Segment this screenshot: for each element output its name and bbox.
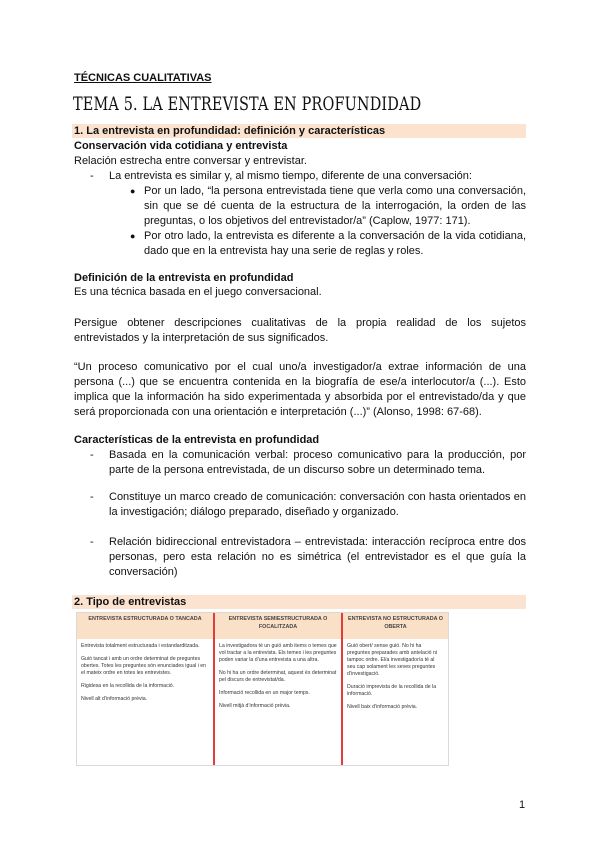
column-body bbox=[219, 643, 337, 716]
list-item: Nivell mitjà d’informació prèvia. bbox=[219, 703, 291, 709]
dash-marker: - bbox=[90, 491, 94, 503]
dash-marker: - bbox=[90, 170, 94, 182]
interview-types-table bbox=[76, 612, 449, 766]
dash-item-similar: La entrevista es similar y, al mismo tiempo, diferente de una conversación: bbox=[109, 170, 472, 182]
list-item: Nivell alt d’informació prèvia. bbox=[81, 696, 148, 702]
column-title: ENTREVISTA SEMIESTRUCTURADA O FOCALITZADA bbox=[228, 616, 328, 630]
table-column-semistructured bbox=[215, 613, 341, 765]
subheading-characteristics: Características de la entrevista en profundidad bbox=[74, 434, 320, 446]
course-title: TÉCNICAS CUALITATIVAS bbox=[74, 72, 212, 84]
list-item: Guió obert/ sense guió. No hi ha preguntes preparades amb antelació ni tampoc ordre. El/a investigador/a té al seu cap solament les seves preguntes d’investigació. bbox=[347, 643, 437, 677]
subheading-conversation: Conservación vida cotidiana y entrevista bbox=[74, 140, 288, 152]
list-item: Informació recollida en un major temps. bbox=[219, 690, 310, 696]
characteristic-1: Basada en la comunicación verbal: proceso comunicativo para la producción, por parte de la persona entrevistada, de un discurso sobre un determinado tema. bbox=[109, 449, 526, 476]
list-item: Nivell baix d’informació prèvia. bbox=[347, 704, 418, 710]
characteristic-2: Constituye un marco creado de comunicación: conversación con hasta orientados en la investigación; diálogo preparado, diseñado y organizado. bbox=[109, 491, 526, 518]
column-body bbox=[347, 643, 444, 717]
list-item: La investigadora té un guió amb items o temes que vol tractar a la entrevista. Els temes i les preguntes poden variar la d’una entrevista a una altra. bbox=[219, 643, 337, 663]
paragraph-quote: “Un proceso comunicativo por el cual uno/a investigador/a extrae información de una persona (...) que se encuentra contenida en la biografía de ese/a interlocutor/a (...). Esto implica que la información ha sido experimentada y absorbida por el entrevistado/da y que será proporcionada con una orientación e interpretación (...)” (Alonso, 1998: 67-68). bbox=[74, 361, 526, 418]
dash-marker: - bbox=[90, 536, 94, 548]
column-body bbox=[81, 643, 209, 709]
list-item: Entrevista totalment estructurada i estandarditzada. bbox=[81, 643, 200, 649]
list-item: No hi ha un ordre determinat, aquest és determinat pel discurs de entrevistat/da. bbox=[219, 670, 337, 683]
topic-title: TEMA 5. LA ENTREVISTA EN PROFUNDIDAD bbox=[73, 94, 422, 115]
table-column-unstructured bbox=[343, 613, 448, 765]
bullet-marker: ● bbox=[130, 231, 136, 241]
list-item: Duració imprevista de la recollida de la informació. bbox=[347, 684, 437, 697]
bullet-marker: ● bbox=[130, 186, 136, 196]
list-item: Rigidesa en la recollida de la informació. bbox=[81, 683, 175, 689]
column-title: ENTREVISTA ESTRUCTURADA O TANCADA bbox=[88, 616, 202, 622]
bullet-item-1: Por un lado, “la persona entrevistada tiene que verla como una conversación, sin que se dé cuenta de la estructura de la interrogación, la orden de las preguntas, o los objetivos del entrevistador/a” (Caplow, 1977: 171). bbox=[144, 185, 526, 227]
paragraph-definition: Es una técnica basada en el juego conversacional. bbox=[74, 286, 322, 298]
page-number: 1 bbox=[519, 799, 526, 811]
paragraph-relation: Relación estrecha entre conversar y entrevistar. bbox=[74, 155, 307, 167]
section-2-heading: 2. Tipo de entrevistas bbox=[72, 595, 526, 609]
subheading-definition: Definición de la entrevista en profundidad bbox=[74, 272, 294, 284]
section-1-heading: 1. La entrevista en profundidad: definición y características bbox=[72, 124, 526, 138]
characteristic-3: Relación bidireccional entrevistadora – entrevistada: interacción recíproca entre dos personas, pero esta relación no es simétrica (el entrevistador es el que guía la conversación) bbox=[109, 536, 526, 578]
list-item: Guió tancat i amb un ordre determinat de preguntes obertes. Totes les preguntes són enunciades igual i en el mateix ordre en totes les entrevistes. bbox=[81, 656, 207, 676]
paragraph-objective: Persigue obtener descripciones cualitativas de la propia realidad de los sujetos entrevistados y la interpretación de sus significados. bbox=[74, 317, 526, 344]
column-title: ENTREVISTA NO ESTRUCTURADA O OBERTA bbox=[347, 616, 444, 630]
bullet-item-2: Por otro lado, la entrevista es diferente a la conversación de la vida cotidiana, dado que en la entrevista hay una serie de reglas y roles. bbox=[144, 230, 526, 257]
dash-marker: - bbox=[90, 449, 94, 461]
table-column-structured bbox=[77, 613, 213, 765]
